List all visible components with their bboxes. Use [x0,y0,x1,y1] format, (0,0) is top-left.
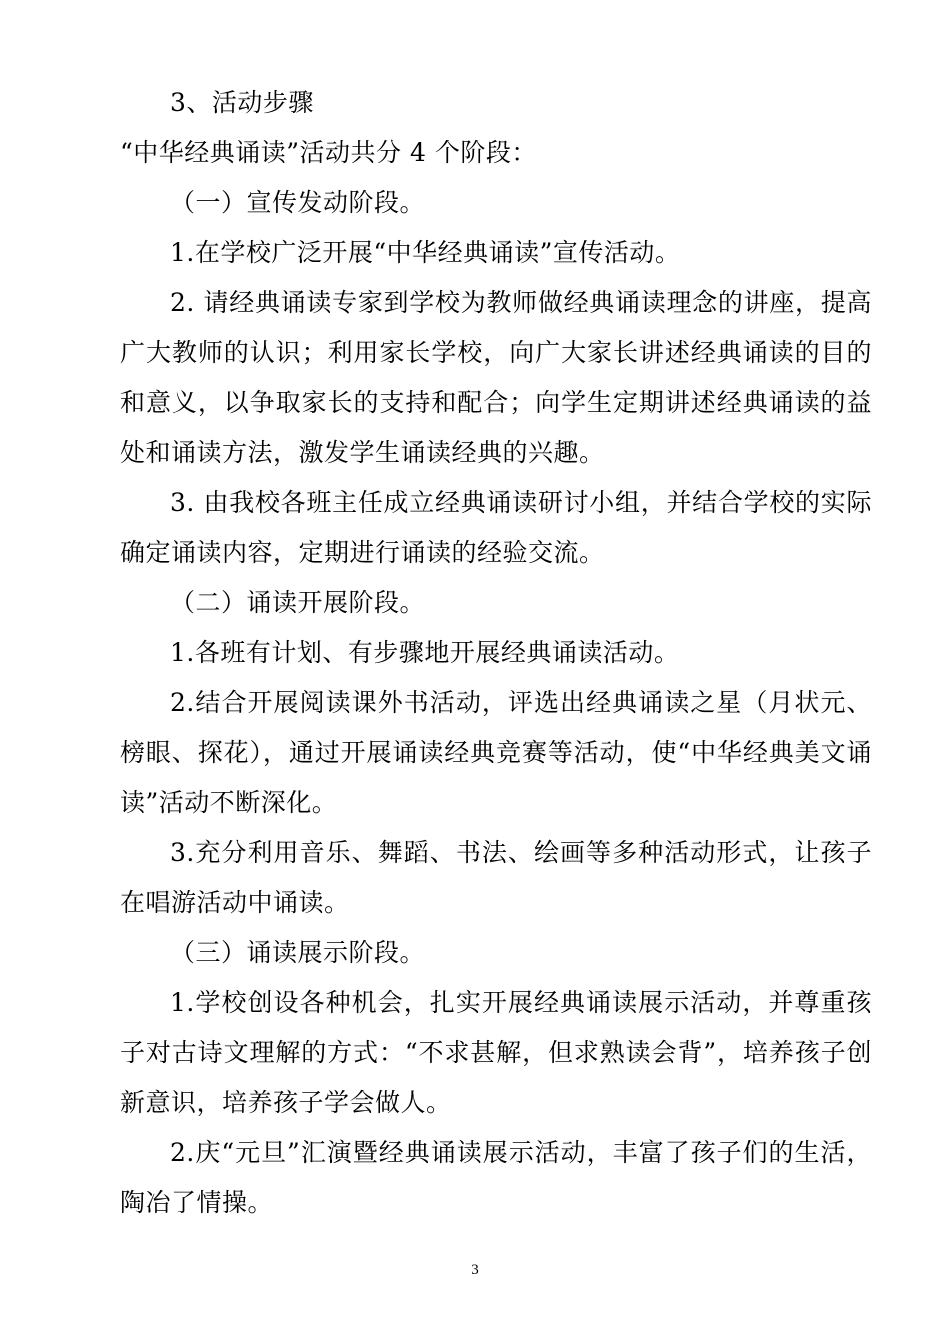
subheading-stage-3: （三）诵读展示阶段。 [170,938,426,967]
paragraph-stage-2-item-1: 1.各班有计划、有步骤地开展经典诵读活动。 [170,638,680,667]
paragraph-stage-1-item-1: 1.在学校广泛开展“中华经典诵读”宣传活动。 [170,238,681,267]
paragraph-stage-3-item-1: 1.学校创设各种机会，扎实开展经典诵读展示活动，并尊重孩子对古诗文理解的方式：“不求甚解，但求熟读会背”，培养孩子创新意识，培养孩子学会做人。 [120,988,872,1117]
paragraph-stage-2-item-3: 3.充分利用音乐、舞蹈、书法、绘画等多种活动形式，让孩子在唱游活动中诵读。 [120,838,872,917]
paragraph-stage-1-item-2: 2. 请经典诵读专家到学校为教师做经典诵读理念的讲座，提高广大教师的认识；利用家长学校，向广大家长讲述经典诵读的目的和意义，以争取家长的支持和配合；向学生定期讲述经典诵读的益处和诵读方法，激发学生诵读经典的兴趣。 [120,288,872,467]
paragraph-stage-2-item-2: 2.结合开展阅读课外书活动，评选出经典诵读之星（月状元、榜眼、探花），通过开展诵读经典竞赛等活动，使“中华经典美文诵读”活动不断深化。 [120,688,872,817]
subheading-stage-2: （二）诵读开展阶段。 [170,588,426,617]
paragraph-stage-3-item-2: 2.庆“元旦”汇演暨经典诵读展示活动，丰富了孩子们的生活，陶冶了情操。 [120,1138,872,1217]
subheading-stage-1: （一）宣传发动阶段。 [170,188,426,217]
page-number: 3 [471,1262,479,1278]
heading-activity-steps: 3、活动步骤 [170,88,314,117]
document-body [120,78,872,1228]
paragraph-stage-1-item-3: 3. 由我校各班主任成立经典诵读研讨小组，并结合学校的实际确定诵读内容，定期进行诵读的经验交流。 [120,488,872,567]
paragraph-stage-count: “中华经典诵读”活动共分 4 个阶段： [120,138,537,167]
